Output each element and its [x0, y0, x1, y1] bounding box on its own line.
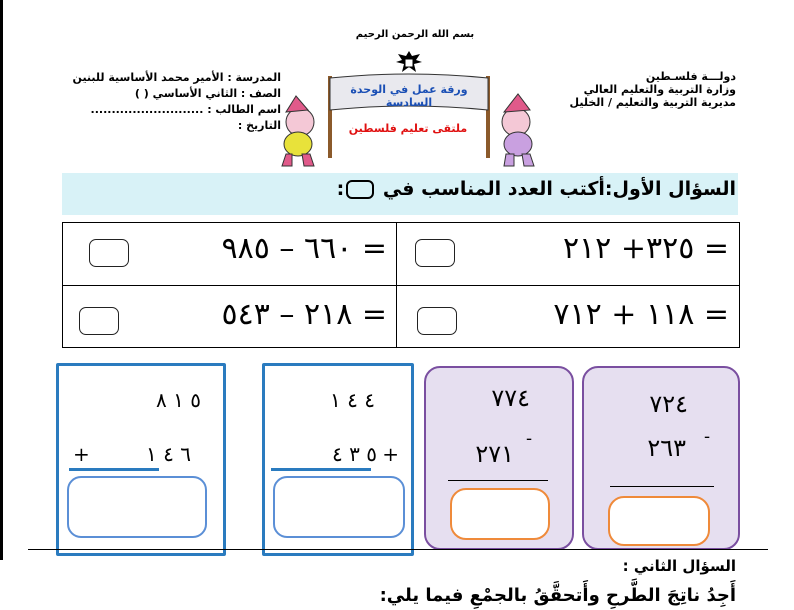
equation-2: = ٦٦٠ – ٩٨٥: [221, 231, 387, 266]
result-box[interactable]: [450, 488, 550, 540]
question2-text: أَجِدُ ناتِجَ الطَّرحِ وأَتحقَّقُ بالجمْعِ فيما يلي:: [379, 585, 736, 606]
top-number: ٧٢٤: [649, 390, 688, 418]
answer-box-icon: [346, 180, 374, 199]
banner-title: ورقة عمل في الوحدة السادسة: [350, 83, 468, 109]
equation-1: = ٣٢٥+ ٢١٢: [562, 231, 729, 266]
top-number: ٥ ١ ٨: [156, 388, 201, 412]
sum-line: [271, 468, 371, 471]
operator: -: [704, 426, 711, 447]
top-number: ٧٧٤: [491, 384, 530, 412]
page-border: [0, 0, 3, 560]
question1-title-text: السؤال الأول:أكتب العدد المناسب في: [382, 178, 736, 200]
operator: +: [73, 442, 100, 466]
header-left: [73, 70, 281, 134]
student-name-line: اسم الطالب : ...........................: [90, 103, 281, 116]
addition-card: [262, 363, 414, 556]
banner-cartoon-icon: [268, 62, 546, 172]
difference-line: [610, 486, 714, 487]
operator: +: [382, 442, 399, 466]
result-box[interactable]: [273, 476, 405, 538]
difference-line: [448, 480, 548, 481]
equation-3: = ١١٨ + ٧١٢: [553, 297, 729, 332]
result-box[interactable]: [67, 476, 207, 538]
school-line: المدرسة : الأمير محمد الأساسية للبنين: [72, 71, 281, 84]
question1-title: السؤال الأول:أكتب العدد المناسب في :: [336, 178, 736, 200]
question2-title: السؤال الثاني :: [622, 557, 736, 575]
date-line: التاريخ :: [237, 119, 281, 132]
worksheet-banner: [268, 62, 546, 172]
result-box[interactable]: [608, 496, 710, 546]
section-divider: [28, 549, 768, 550]
answer-box[interactable]: [79, 307, 119, 335]
subtraction-card: [424, 366, 574, 550]
equations-grid: [62, 222, 740, 348]
grade-line: الصف : الثاني الأساسي ( ): [134, 87, 281, 100]
header-right-line: دولـــة فلسـطين: [645, 70, 736, 83]
operator: -: [526, 428, 533, 449]
subtraction-card: [582, 366, 740, 550]
bottom-number: ٢٧١: [475, 440, 514, 468]
answer-box[interactable]: [89, 239, 129, 267]
banner-subtitle: ملتقى تعليم فلسطين: [348, 122, 468, 135]
addition-card: [56, 363, 226, 556]
bottom-number: ٢٦٣: [647, 434, 686, 462]
basmala: بسم الله الرحمن الرحيم: [355, 29, 475, 40]
sum-line: [69, 468, 159, 471]
bottom-number: ٦ ٤ ١: [146, 442, 191, 466]
answer-box[interactable]: [415, 239, 455, 267]
header-right-line: مديرية التربية والتعليم / الخليل: [569, 96, 736, 109]
bottom-number: ٥ ٣ ٤: [332, 442, 377, 466]
equation-4: = ٢١٨ – ٥٤٣: [221, 297, 387, 332]
header-right: [570, 70, 736, 109]
top-number: ٤ ٤ ١: [330, 388, 375, 412]
header-right-line: وزارة التربية والتعليم العالي: [583, 83, 736, 96]
answer-box[interactable]: [417, 307, 457, 335]
